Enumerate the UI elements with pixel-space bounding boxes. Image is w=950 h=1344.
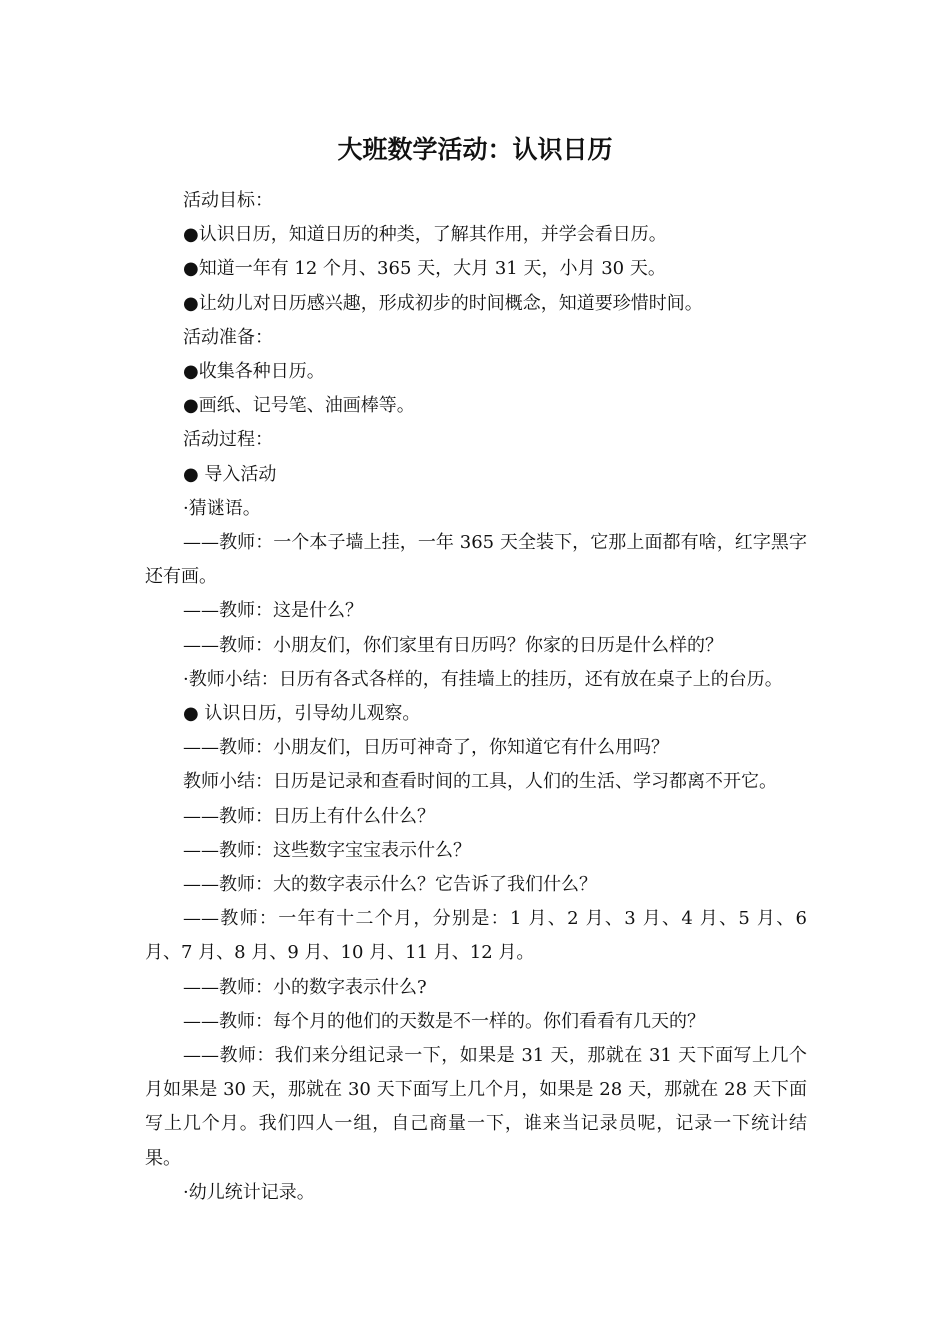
goal-item: ●认识日历，知道日历的种类，了解其作用，并学会看日历。: [183, 224, 667, 246]
preparation-item: ●画纸、记号笔、油画棒等。: [183, 395, 415, 417]
teacher-dialogue: ——教师：这是什么？: [183, 600, 363, 622]
teacher-dialogue: ——教师：小的数字表示什么?: [183, 976, 427, 998]
teacher-dialogue: ——教师：这些数字宝宝表示什么？: [183, 839, 471, 861]
teacher-summary: ·教师小结：日历有各式各样的，有挂墙上的挂历，还有放在桌子上的台历。: [183, 668, 783, 690]
goal-item: ●知道一年有 12 个月、365 天，大月 31 天，小月 30 天。: [183, 258, 666, 280]
teacher-summary: 教师小结：日历是记录和查看时间的工具，人们的生活、学习都离不开它。: [183, 771, 777, 793]
teacher-dialogue: ——教师：一个本子墙上挂，一年 365 天全装下，它那上面都有啥，红字黑字还有画。: [145, 532, 807, 588]
process-sub-item: ·猜谜语。: [183, 497, 261, 519]
process-sub-item: ·幼儿统计记录。: [183, 1181, 315, 1203]
teacher-dialogue: ——教师：大的数字表示什么？它告诉了我们什么？: [183, 874, 597, 896]
teacher-dialogue: ——教师：日历上有什么什么？: [183, 805, 435, 827]
teacher-dialogue: ——教师：小朋友们，你们家里有日历吗？你家的日历是什么样的？: [183, 634, 723, 656]
section-heading-preparation: 活动准备：: [183, 326, 273, 348]
goal-item: ●让幼儿对日历感兴趣，形成初步的时间概念，知道要珍惜时间。: [183, 292, 703, 314]
preparation-item: ●收集各种日历。: [183, 361, 325, 383]
document-body: [145, 184, 807, 1210]
section-heading-process: 活动过程：: [183, 429, 273, 451]
process-step-heading: ● 导入活动: [183, 463, 277, 485]
teacher-dialogue: ——教师：我们来分组记录一下，如果是 31 天，那就在 31 天下面写上几个月如果是 30 天，那就在 30 天下面写上几个月，如果是 28 天，那就在 28 天下面写上几个月。我们四人一组，自己商量一下，谁来当记录员呢，记录一下统计结果。: [145, 1045, 807, 1169]
section-heading-goals: 活动目标：: [183, 190, 273, 211]
process-step-heading: ● 认识日历，引导幼儿观察。: [183, 703, 421, 725]
teacher-dialogue: ——教师：一年有十二个月，分别是：1 月、2 月、3 月、4 月、5 月、6 月、7 月、8 月、9 月、10 月、11 月、12 月。: [145, 908, 807, 964]
teacher-dialogue: ——教师：每个月的他们的天数是不一样的。你们看看有几天的？: [183, 1010, 705, 1032]
document-title: 大班数学活动：认识日历: [337, 135, 613, 164]
teacher-dialogue: ——教师：小朋友们，日历可神奇了，你知道它有什么用吗？: [183, 737, 669, 759]
